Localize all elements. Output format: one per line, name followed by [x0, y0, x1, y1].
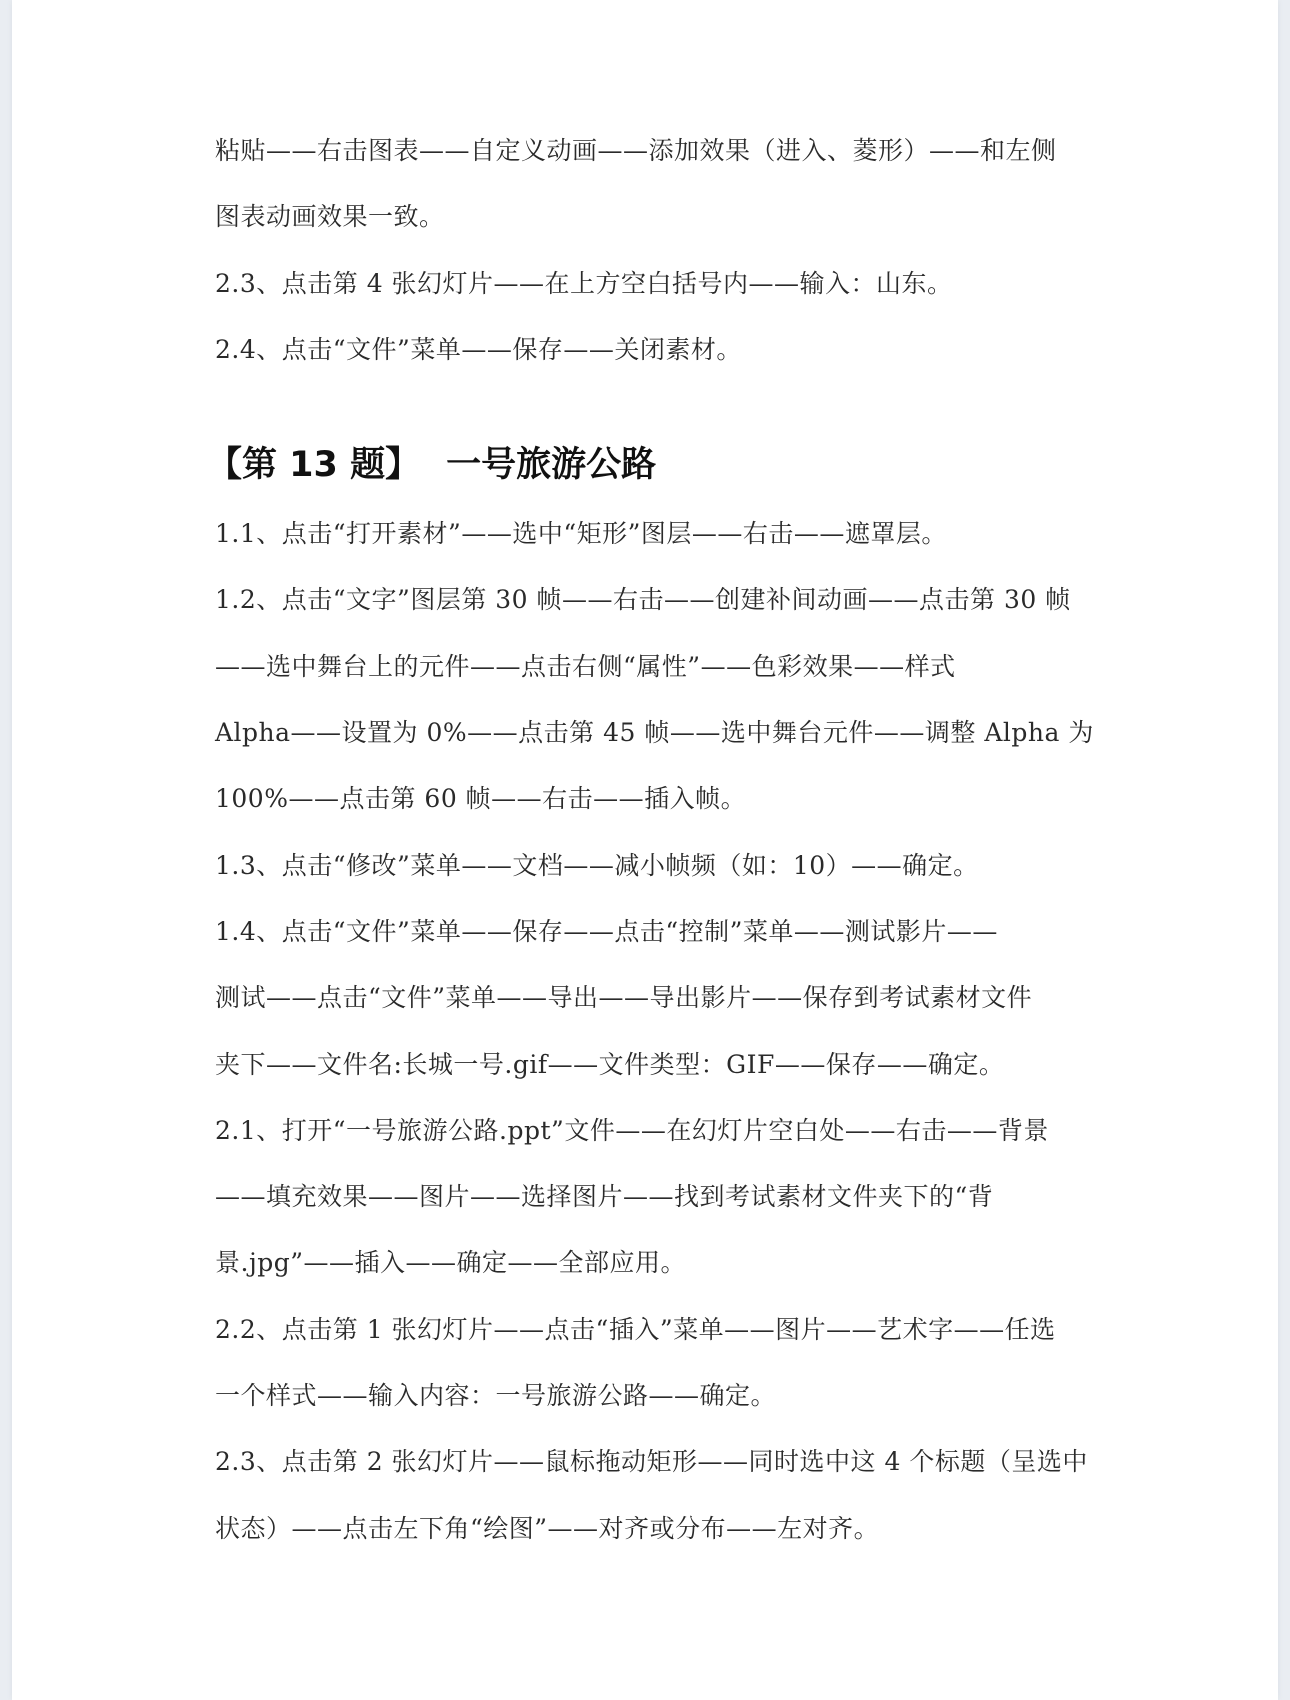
text-line: 1.3、点击“修改”菜单——文档——减小帧频（如：10）——确定。	[215, 850, 979, 880]
text-line: ——选中舞台上的元件——点击右侧“属性”——色彩效果——样式	[215, 651, 956, 681]
text-line: 2.1、打开“一号旅游公路.ppt”文件——在幻灯片空白处——右击——背景	[215, 1115, 1049, 1145]
text-line: 1.4、点击“文件”菜单——保存——点击“控制”菜单——测试影片——	[215, 916, 998, 946]
text-line: 2.3、点击第 2 张幻灯片——鼠标拖动矩形——同时选中这 4 个标题（呈选中	[215, 1447, 1088, 1477]
text-line: 1.1、点击“打开素材”——选中“矩形”图层——右击——遮罩层。	[215, 519, 947, 549]
text-line: 粘贴——右击图表——自定义动画——添加效果（进入、菱形）——和左侧	[215, 136, 1057, 165]
text-line: Alpha——设置为 0%——点击第 45 帧——选中舞台元件——调整 Alpha 为	[215, 718, 1094, 748]
question-heading	[207, 435, 1095, 495]
text-line: 一个样式——输入内容：一号旅游公路——确定。	[215, 1381, 777, 1411]
text-line: 2.2、点击第 1 张幻灯片——点击“插入”菜单——图片——艺术字——任选	[215, 1314, 1056, 1344]
text-line: 测试——点击“文件”菜单——导出——导出影片——保存到考试素材文件	[215, 983, 1033, 1013]
text-line: 2.4、点击“文件”菜单——保存——关闭素材。	[215, 334, 742, 364]
question-title: 一号旅游公路	[446, 445, 657, 486]
document-page	[12, 0, 1278, 1700]
text-line: 2.3、点击第 4 张幻灯片——在上方空白括号内——输入：山东。	[215, 268, 953, 298]
text-line: 状态）——点击左下角“绘图”——对齐或分布——左对齐。	[215, 1513, 880, 1543]
text-line: 1.2、点击“文字”图层第 30 帧——右击——创建补间动画——点击第 30 帧	[215, 585, 1071, 615]
document-content	[207, 118, 1095, 1562]
text-line: 景.jpg”——插入——确定——全部应用。	[215, 1248, 686, 1278]
text-line: ——填充效果——图片——选择图片——找到考试素材文件夹下的“背	[215, 1182, 994, 1212]
text-line: 夹下——文件名:长城一号.gif——文件类型：GIF——保存——确定。	[215, 1049, 1005, 1079]
question-number: 【第 13 题】	[207, 445, 421, 486]
text-line: 图表动画效果一致。	[215, 202, 445, 232]
text-line: 100%——点击第 60 帧——右击——插入帧。	[215, 784, 747, 814]
